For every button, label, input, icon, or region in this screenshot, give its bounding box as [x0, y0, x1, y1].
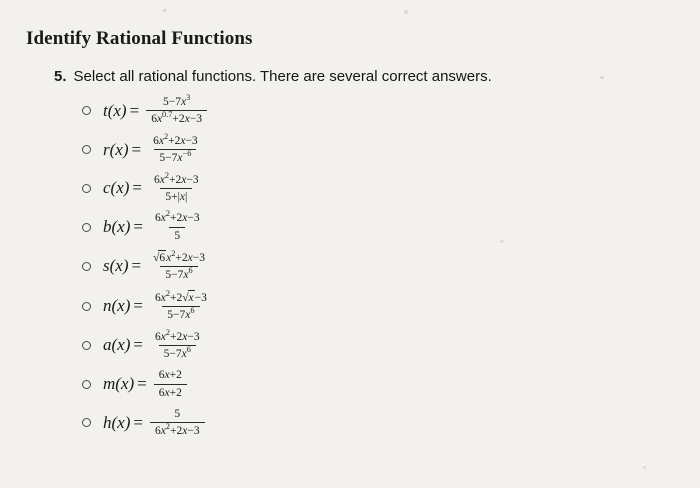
equals-sign: = [133, 217, 143, 237]
paper-speck [404, 10, 408, 14]
equals-sign: = [131, 139, 142, 159]
equals-sign: = [133, 296, 143, 316]
fraction-denominator: 5 [169, 227, 185, 243]
radio-icon[interactable] [82, 418, 91, 427]
fraction-denominator: $6x^{0.7}+2x-3$ [146, 110, 207, 126]
radio-icon[interactable] [82, 145, 91, 154]
option-h[interactable] [24, 407, 676, 439]
radio-icon[interactable] [82, 341, 91, 350]
fraction [154, 368, 187, 400]
fraction-denominator: 6x+2 [154, 384, 187, 400]
radio-icon[interactable] [82, 106, 91, 115]
equals-sign: = [129, 100, 140, 120]
option-b[interactable] [24, 211, 676, 243]
fraction-denominator: $5-7x^{-6}$ [154, 149, 196, 165]
question-text: Select all rational functions. There are several correct answers. [73, 68, 492, 85]
option-t[interactable] [24, 95, 676, 127]
radio-icon[interactable] [82, 380, 91, 389]
equals-sign: = [133, 335, 143, 355]
radio-icon[interactable] [82, 302, 91, 311]
fraction [148, 131, 203, 166]
fraction-numerator: $√6x^2+2x-3$ [153, 249, 205, 264]
fraction-denominator: 5+|x| [160, 188, 192, 204]
fraction-denominator: $5-7x^6$ [159, 345, 196, 361]
fraction [149, 170, 204, 205]
fraction [150, 290, 212, 323]
fraction [150, 407, 205, 439]
function-label: b(x) [103, 217, 131, 237]
option-m[interactable] [24, 368, 676, 400]
function-label: c(x) [103, 178, 130, 198]
function-label: h(x) [103, 412, 131, 432]
fraction-numerator: 6x+2 [158, 369, 182, 382]
question-number: 5. [54, 68, 67, 85]
paper-speck [163, 9, 166, 12]
fraction-numerator: $6x^2+2x-3$ [154, 209, 200, 225]
option-s[interactable] [24, 250, 676, 283]
function-label: n(x) [103, 296, 131, 316]
page-title: Identify Rational Functions [26, 28, 253, 49]
paper-speck [643, 466, 646, 469]
paper-speck [500, 240, 504, 243]
option-n[interactable] [24, 290, 676, 323]
answer-options-list [24, 95, 676, 439]
equals-sign: = [131, 256, 142, 276]
equals-sign: = [133, 412, 143, 432]
equals-sign: = [132, 178, 143, 198]
radio-icon[interactable] [82, 223, 91, 232]
fraction-denominator: $6x^2+2x-3$ [150, 422, 205, 438]
fraction-numerator: 5 [174, 408, 181, 420]
fraction [146, 95, 207, 127]
fraction-numerator: $6x^2+2√x-3$ [154, 288, 207, 304]
fraction-numerator: $6x^2+2x-3$ [153, 131, 198, 147]
fraction-numerator: $6x^2+2x-3$ [154, 327, 200, 343]
function-label: a(x) [103, 335, 131, 355]
function-label: s(x) [103, 256, 129, 276]
fraction-denominator: $5-7x^6$ [162, 306, 199, 322]
fraction-numerator: $6x^2+2x-3$ [154, 170, 199, 186]
option-c[interactable] [24, 170, 676, 205]
fraction-numerator: $5-7x^3$ [162, 93, 191, 108]
function-label: m(x) [103, 374, 135, 394]
option-a[interactable] [24, 327, 676, 362]
radio-icon[interactable] [82, 262, 91, 271]
question-prompt [54, 68, 676, 85]
function-label: t(x) [103, 100, 127, 120]
option-r[interactable] [24, 131, 676, 166]
fraction [148, 250, 210, 283]
fraction-denominator: $5-7x^6$ [160, 266, 197, 282]
radio-icon[interactable] [82, 184, 91, 193]
fraction [150, 211, 205, 243]
paper-speck [600, 76, 604, 79]
function-label: r(x) [103, 139, 129, 159]
fraction [150, 327, 205, 362]
equals-sign: = [137, 374, 147, 394]
